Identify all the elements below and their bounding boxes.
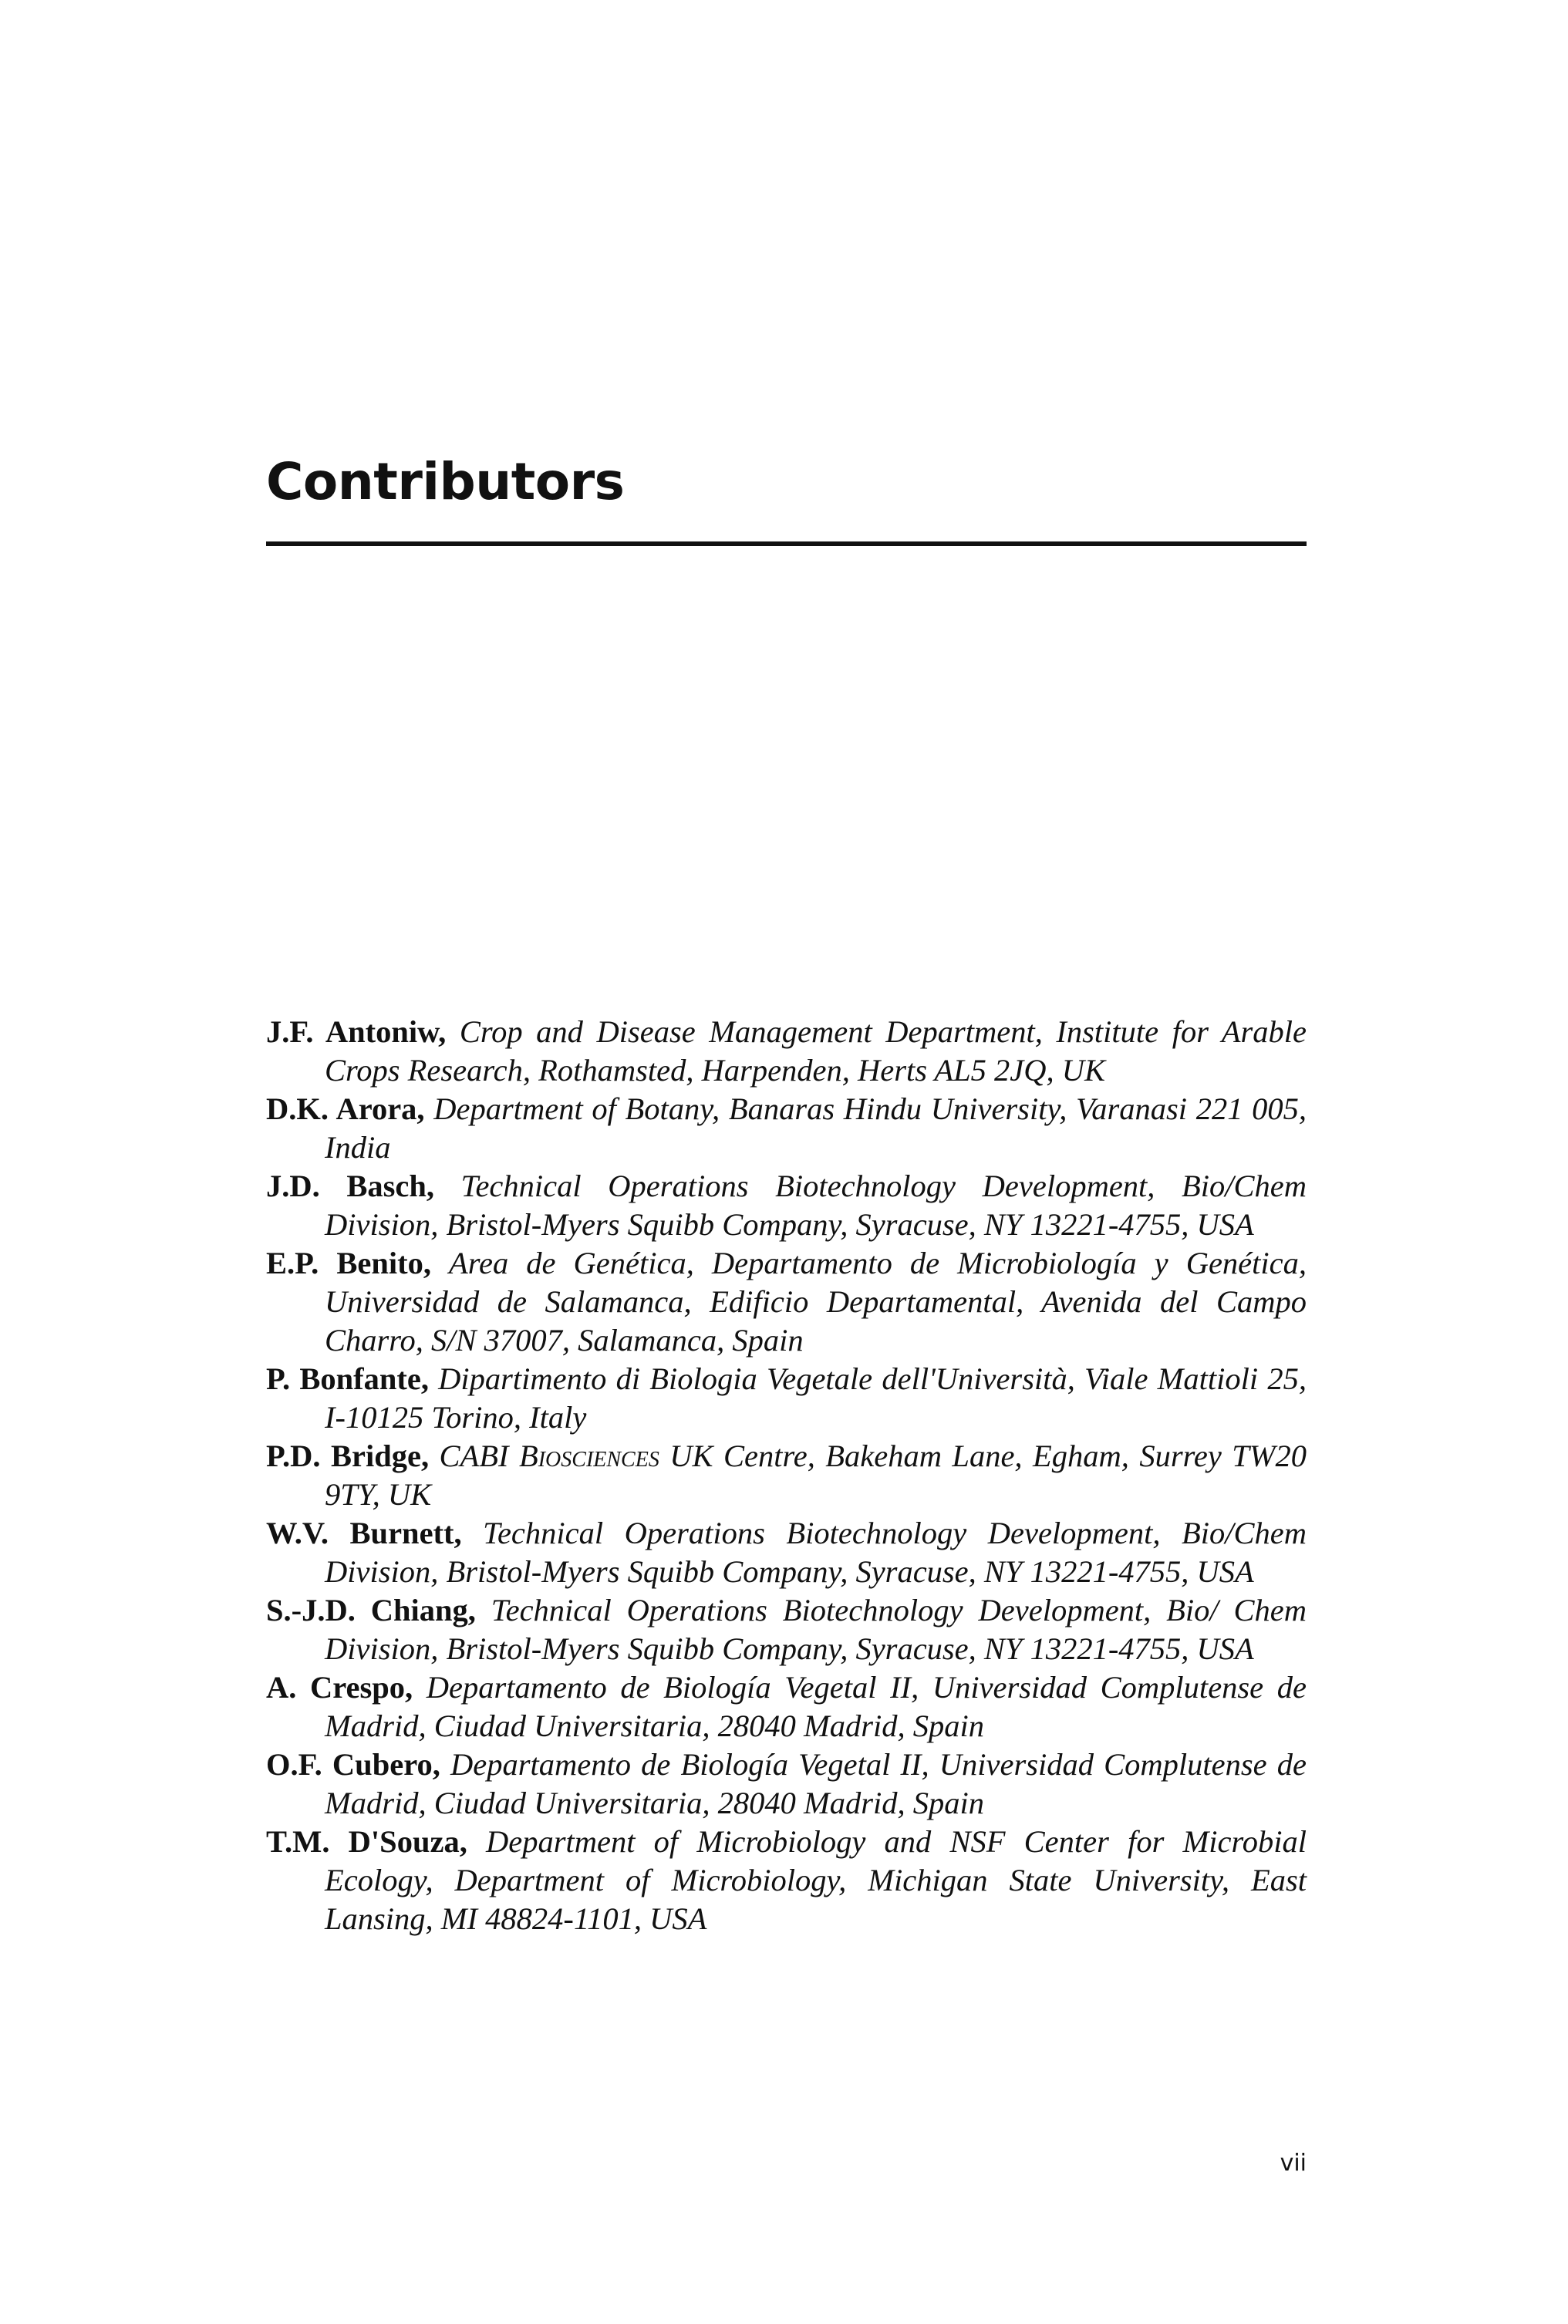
contributor-name: W.V. Burnett, xyxy=(266,1516,462,1550)
contributor-affiliation: Technical Operations Biotechnology Development, Bio/ Chem Division, Bristol-Myers Squibb Company, Syracuse, NY 13221-4755, USA xyxy=(325,1593,1307,1666)
contributor-name: E.P. Benito, xyxy=(266,1246,431,1280)
contributor-name: J.F. Antoniw, xyxy=(266,1014,447,1049)
contributor-affiliation: Technical Operations Biotechnology Development, Bio/Chem Division, Bristol-Myers Squibb Company, Syracuse, NY 13221-4755, USA xyxy=(325,1169,1307,1242)
contributor-entry xyxy=(266,1746,1307,1823)
contributor-entry xyxy=(266,1360,1307,1437)
contributor-affiliation xyxy=(325,1439,1307,1512)
title-rule xyxy=(266,541,1307,546)
contributor-name: S.-J.D. Chiang, xyxy=(266,1593,476,1627)
contributor-name: T.M. D'Souza, xyxy=(266,1824,467,1859)
affiliation-org-smallcaps: Biosciences xyxy=(518,1439,659,1473)
contributor-name: O.F. Cubero, xyxy=(266,1747,440,1782)
affiliation-address: UK Centre, Bakeham Lane, Egham, Surrey TW20 9TY, UK xyxy=(325,1439,1307,1512)
contributor-entry xyxy=(266,1013,1307,1090)
contributor-affiliation: Crop and Disease Management Department, Institute for Arable Crops Research, Rothamsted, Harpenden, Herts AL5 2JQ, UK xyxy=(325,1014,1307,1088)
contributor-affiliation: Departamento de Biología Vegetal II, Universidad Complutense de Madrid, Ciudad Universitaria, 28040 Madrid, Spain xyxy=(325,1747,1307,1820)
contributor-entry xyxy=(266,1437,1307,1514)
contributor-entry xyxy=(266,1090,1307,1167)
contributor-affiliation: Technical Operations Biotechnology Development, Bio/Chem Division, Bristol-Myers Squibb Company, Syracuse, NY 13221-4755, USA xyxy=(325,1516,1307,1589)
affiliation-org: CABI xyxy=(439,1439,509,1473)
page-number: vii xyxy=(1280,2150,1307,2177)
contributor-name: D.K. Arora, xyxy=(266,1091,425,1126)
contributor-affiliation: Department of Botany, Banaras Hindu University, Varanasi 221 005, India xyxy=(325,1091,1307,1165)
contributor-list xyxy=(266,1013,1307,1938)
contributor-name: P.D. Bridge, xyxy=(266,1439,430,1473)
contributor-entry xyxy=(266,1823,1307,1938)
contributor-entry xyxy=(266,1668,1307,1746)
contributor-entry xyxy=(266,1167,1307,1244)
contributor-entry xyxy=(266,1591,1307,1668)
contributor-entry xyxy=(266,1514,1307,1591)
contributor-name: A. Crespo, xyxy=(266,1670,413,1705)
contributor-affiliation: Dipartimento di Biologia Vegetale dell'Università, Viale Mattioli 25, I-10125 Torino, Italy xyxy=(325,1361,1307,1435)
contributor-affiliation: Department of Microbiology and NSF Center for Microbial Ecology, Department of Microbiology, Michigan State University, East Lansing, MI 48824-1101, USA xyxy=(325,1824,1307,1936)
contributor-name: P. Bonfante, xyxy=(266,1361,429,1396)
contributor-name: J.D. Basch, xyxy=(266,1169,435,1203)
contributor-affiliation: Area de Genética, Departamento de Microbiología y Genética, Universidad de Salamanca, Edificio Departamental, Avenida del Campo Charro, S/N 37007, Salamanca, Spain xyxy=(325,1246,1307,1358)
contributor-affiliation: Departamento de Biología Vegetal II, Universidad Complutense de Madrid, Ciudad Universitaria, 28040 Madrid, Spain xyxy=(325,1670,1307,1743)
contributor-entry xyxy=(266,1244,1307,1360)
page-title: Contributors xyxy=(266,452,625,511)
